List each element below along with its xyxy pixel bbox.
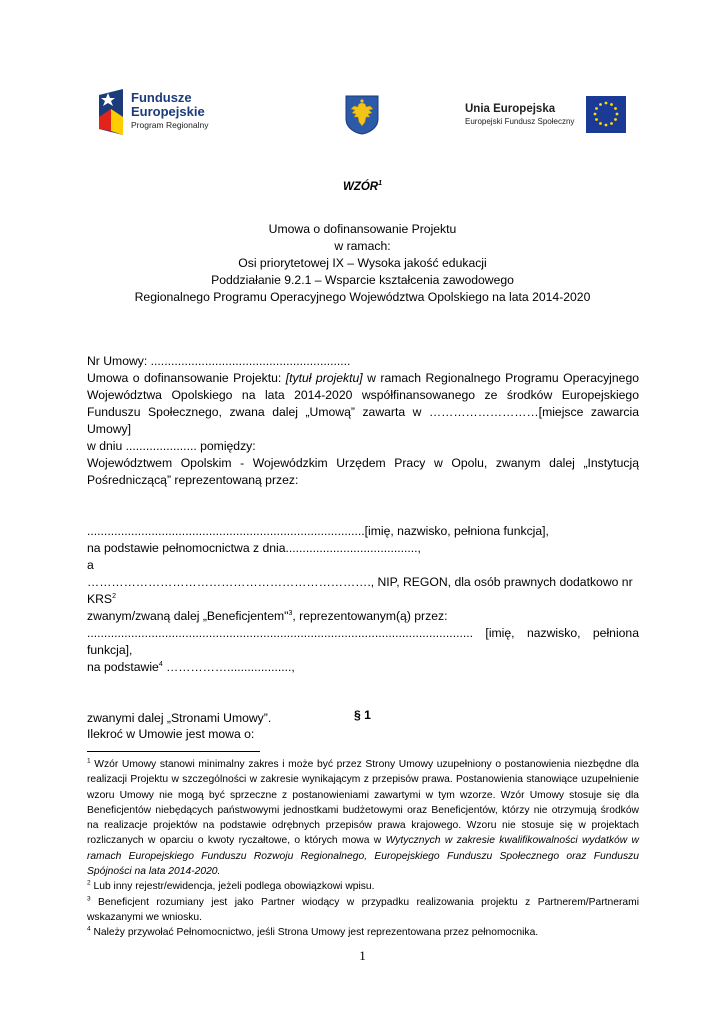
footnotes — [87, 757, 639, 941]
footnote-2 — [87, 879, 639, 894]
representative-1: ..................................................................................[imię, nazwisko, pełniona funkcja], — [87, 524, 549, 538]
power-of-attorney-date: na podstawie pełnomocnictwa z dnia......................................., — [87, 541, 421, 555]
basis-of-representation — [87, 659, 639, 676]
footnote-ref-3[interactable]: 3 — [288, 609, 293, 617]
footnote-ref-4[interactable]: 4 — [158, 660, 163, 668]
title-text: WZÓR — [342, 181, 379, 193]
representative-2: .................................................................................................................. [imię, nazwisko, pełniona funkcja], — [87, 626, 639, 657]
agreement-date: w dniu ..................... pomiędzy: — [87, 439, 256, 453]
beneficiary-party — [87, 608, 639, 625]
logo-fe-line2: Europejskie — [131, 104, 205, 119]
beneficiary-text-continued: , reprezentowanym(ą) przez: — [292, 609, 448, 623]
footnote-text: Beneficjent rozumiany jest jako Partner wiodący w przypadku realizowania projektu z Partnerem/Partnerami wskazanymi we wniosku. — [87, 896, 639, 923]
intermediate-body-party: Województwem Opolskim - Wojewódzkim Urzędem Pracy w Opolu, zwanym dalej „Instytucją Pośredniczącą” reprezentowaną przez: — [87, 456, 639, 487]
footnote-number: 1 — [87, 757, 91, 765]
footnote-ref-2[interactable]: 2 — [112, 592, 116, 600]
parties-definition: zwanymi dalej „Stronami Umowy”. — [87, 711, 272, 725]
unia-europejska-logo — [445, 96, 630, 136]
footnote-text: Wzór Umowy stanowi minimalny zakres i może być przez Strony Umowy uzupełniony o postanowienia niezbędne dla realizacji Projektu w szczególności w zakresie wynikającym z przepisów prawa. Postanowienia stanowiące uzupełnienie wzoru Umowy nie mogą być sprzeczne z postanowieniami zawartymi w tym wzorze. Wzór Umowy stosuje się dla Beneficjentów niebędących państwowymi jednostkami budżetowymi oraz Beneficjentów, którzy nie otrzymują środków na realizacje projektów na podstawie odrębnych przepisów prawa krajowego. Wzoru nie stosuje się w projektach rozliczanych w oparciu o kwoty ryczałtowe, o których mowa w — [87, 759, 639, 847]
fundusze-europejskie-logo — [97, 87, 227, 139]
section-intro: Ilekroć w Umowie jest mowa o: — [87, 727, 255, 741]
nip-regon-text: ……………………………………………………………., NIP, REGON, dla osób prawnych dodatkowo nr KRS — [87, 575, 633, 606]
beneficiary-identifiers — [87, 574, 639, 608]
agreement-number: Nr Umowy: ........................................................... — [87, 354, 351, 368]
basis-text: na podstawie — [87, 660, 159, 674]
conjunction-a: a — [87, 558, 94, 572]
project-title-placeholder: [tytuł projektu] — [285, 371, 363, 385]
agreement-intro — [87, 370, 639, 438]
beneficiary-text: zwanym/zwaną dalej „Beneficjentem" — [87, 609, 289, 623]
heading-line: w ramach: — [334, 239, 391, 253]
basis-text-continued: ……………..................., — [162, 660, 295, 674]
fundusze-europejskie-emblem-icon — [97, 87, 127, 137]
footnote-number: 3 — [87, 895, 91, 903]
footnote-ref-1[interactable]: 1 — [378, 180, 383, 188]
footnote-text: Lub inny rejestr/ewidencja, jeżeli podlega obowiązkowi wpisu. — [90, 881, 375, 893]
footnote-divider — [87, 751, 260, 752]
page-number: 1 — [359, 948, 366, 963]
agreement-heading — [0, 221, 725, 306]
intro-text: Umowa o dofinansowanie Projektu: — [87, 371, 286, 385]
heading-line: Osi priorytetowej IX – Wysoka jakość edukacji — [238, 256, 487, 270]
intro-text-continued: w ramach Regionalnego Programu Operacyjnego Województwa Opolskiego na lata 2014-2020 współfinansowanego ze środków Europejskiego Funduszu Społecznego, zwana dalej „Umową” zawarta w ………………………[miejsce zawarcia Umowy] — [87, 371, 640, 436]
heading-line: Poddziałanie 9.2.1 – Wsparcie kształcenia zawodowego — [211, 273, 514, 287]
footnote-text: Należy przywołać Pełnomocnictwo, jeśli Strona Umowy jest reprezentowana przez pełnomocnika. — [90, 927, 539, 939]
footnote-3 — [87, 895, 639, 926]
logo-ue-line1: Unia Europejska — [465, 103, 556, 115]
eu-flag-icon — [586, 96, 626, 133]
opolskie-crest-icon — [345, 95, 379, 135]
footnote-number: 4 — [87, 925, 91, 933]
agreement-body — [87, 353, 639, 727]
footnote-1 — [87, 757, 639, 879]
document-title — [0, 181, 725, 193]
heading-line: Umowa o dofinansowanie Projektu — [268, 222, 457, 236]
logo-ue-line2: Europejski Fundusz Społeczny — [465, 117, 575, 126]
logo-fe-line1: Fundusze — [131, 90, 192, 105]
heading-line: Regionalnego Programu Operacyjnego Województwa Opolskiego na lata 2014-2020 — [134, 290, 591, 304]
logo-fe-line3: Program Regionalny — [131, 120, 209, 130]
section-mark: § 1 — [354, 708, 371, 722]
footnote-number: 2 — [87, 879, 91, 887]
footnote-4 — [87, 925, 639, 940]
footnote-guidelines-title: Wytycznych w zakresie kwalifikowalności wydatków w ramach Europejskiego Funduszu Rozwoju Regionalnego, Europejskiego Funduszu Społecznego oraz Funduszu Spójności na lata 2014-2020. — [87, 835, 639, 878]
